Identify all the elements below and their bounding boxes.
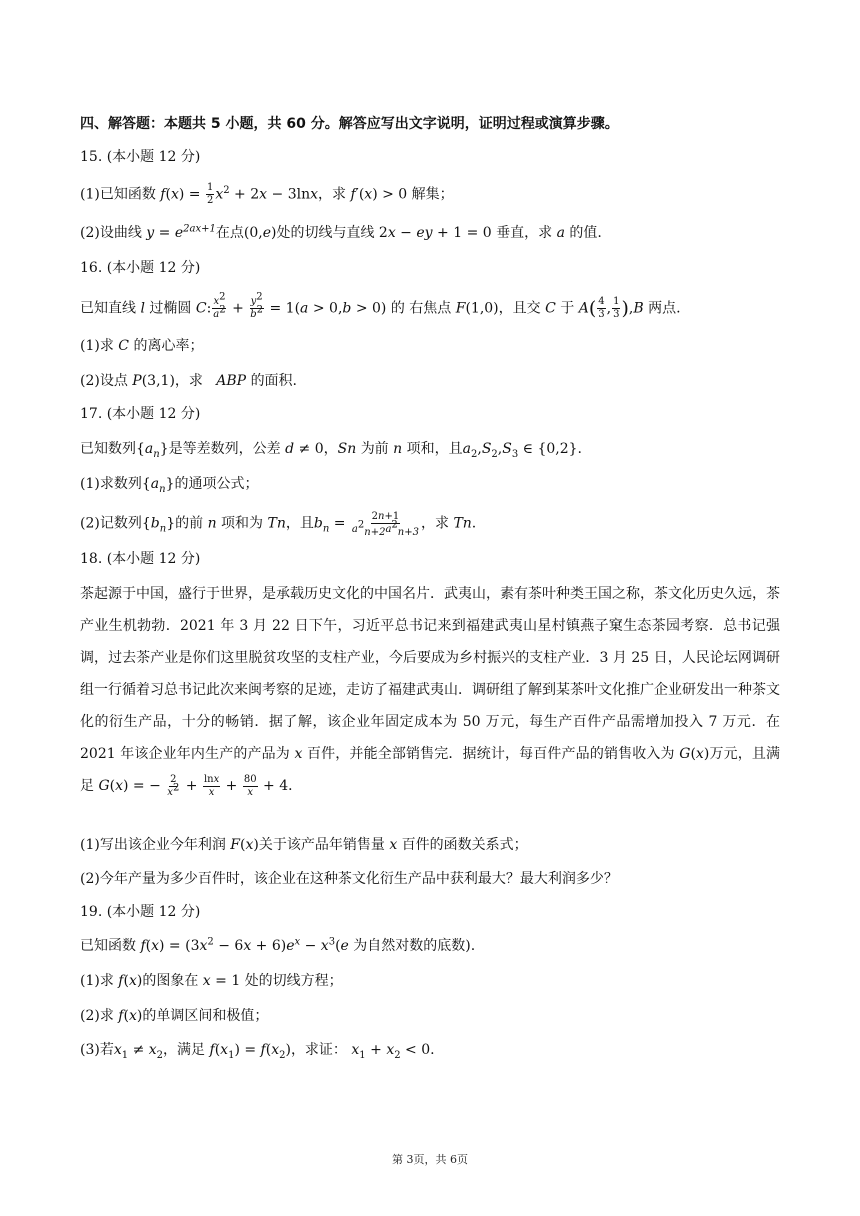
- q18-title: 18. (本小题 12 分): [80, 551, 201, 567]
- q17-stem-prefix: 已知数列: [80, 441, 136, 457]
- q19-p1-prefix: (1)求: [80, 973, 114, 989]
- fraction-lnx-x: $\frac{\ln x}{x}$: [203, 773, 220, 798]
- q18-p1-end: 百件的函数关系式；: [401, 837, 528, 853]
- q15-p2-middle2: 处的切线与直线: [276, 225, 375, 241]
- q16-part2: (2)设点 P(3,1)，求 ABP 的面积.: [80, 373, 298, 389]
- q15-p2-middle: 在点: [215, 225, 244, 241]
- fraction-one-third: $\frac{1}{3}$: [613, 296, 620, 320]
- q15-p1-prefix: (1)已知函数: [80, 186, 156, 203]
- fraction-80-x: $\frac{80}{x}$: [243, 773, 257, 798]
- q18-p1-mid: 关于该产品年销售量: [258, 837, 385, 853]
- q18-paragraph: 茶起源于中国，盛行于世界，是承载历史文化的中国名片．武夷山，素有茶叶种类王国之称，茶文化历史久远，茶产业生机勃勃．2021 年 3 月 22 日下午，习近平总书记来到福建武夷山星村镇燕子窠生态茶园考察．总书记强调，过去茶产业是你们这里脱贫攻坚的支柱产业，今后要成为乡村振兴的支柱产业．3 月 25 日，人民论坛网调研组一行循着习总书记此次来闽考察的足迹，走访了福建武夷山．调研组了解到某茶叶文化推广企业研发出一种茶文化的衍生产品，十分的畅销．据了解，该企业年固定成本为 50 万元，每生产百件产品需增加投入 7 万元．在 2021 年该企业年内生产的产品为 x 百件，并能全部销售完．据统计，每百件产品的销售收入为 G(x)万元，且满足 G(x) = − $\frac{2}{x^2}$ + $\frac{\ln x}{x}$ + $\frac{80}{x}$ + 4．: [80, 586, 780, 798]
- q17-p2-mid4: ，求: [420, 515, 449, 532]
- q16-stem-end: 两点.: [648, 300, 681, 317]
- q15-part2: (2)设曲线 $y = e^{2ax+1}$在点(0,e)处的切线与直线 2x − ey + 1 = 0 垂直，求 a 的值.: [80, 223, 602, 241]
- q16-stem: 已知直线 l 过椭圆 C: $\frac{x^2}{a^2}$ + $\frac{y^2}{b^2}$ = 1(a > 0,b > 0) 的 右焦点 F(1,0)，且交 C 于 A( $\frac{4}{3}$ , $\frac{1}{3}$ ),B 两点.: [80, 291, 681, 320]
- q15-part1: (1)已知函数 f(x) = $\frac{1}{2}$ $x^2 + 2x - 3\ln x$，求 f′(x) > 0 解集；: [80, 182, 454, 206]
- q17-p2-mid2: 项和为: [221, 515, 264, 532]
- q16-stem-p3: 的 右焦点: [390, 300, 452, 317]
- q15-p2-end: 的值.: [569, 225, 602, 241]
- q17-part1: (1)求数列$\{a_n\}$的通项公式；: [80, 476, 259, 495]
- q15-p2-prefix: (2)设曲线: [80, 225, 142, 241]
- q19-p3-prefix: (3)若: [80, 1042, 114, 1058]
- q18-p1-prefix: (1)写出该企业今年利润: [80, 837, 226, 853]
- q17-title: 17. (本小题 12 分): [80, 406, 201, 422]
- q16-p1: (1)求: [80, 338, 114, 354]
- q17-stem-p2: 是等差数列，公差: [168, 441, 281, 457]
- q19-p2-prefix: (2)求: [80, 1008, 114, 1024]
- q18-para-tail1: 百件，并能全部销售完．据统计，每百件产品的销售收入为: [307, 746, 675, 762]
- q16-title: 16. (本小题 12 分): [80, 260, 201, 276]
- q16-p1-end: 的离心率；: [133, 338, 204, 354]
- fraction-x2-a2: $\frac{x^2}{a^2}$: [213, 291, 226, 320]
- q17-part2: (2)记数列$\{b_n\}$的前 n 项和为 Tn，且$b_n$ = $\frac{2n+1}{a^2_{n+2}a^2_{n+3}}$ ，求 Tn.: [80, 511, 477, 538]
- q18-paragraph-text: 茶起源于中国，盛行于世界，是承载历史文化的中国名片．武夷山，素有茶叶种类王国之称，茶文化历史久远，茶产业生机勃勃．2021 年 3 月 22 日下午，习近平总书记来到福建武夷山星村镇燕子窠生态茶园考察．总书记强调，过去茶产业是你们这里脱贫攻坚的支柱产业，今后要成为乡村振兴的支柱产业．3 月 25 日，人民论坛网调研组一行循着习总书记此次来闽考察的足迹，走访了福建武夷山．调研组了解到某茶叶文化推广企业研发出一种茶文化的衍生产品，十分的畅销．据了解，该企业年固定成本为 50 万元，每生产百件产品需增加投入 7 万元．在 2021 年该企业年内生产的产品为: [80, 586, 780, 762]
- q19-stem: 已知函数 $f(x) = (3x^2 - 6x + 6)e^x - x^3(e$ 为自然对数的底数).: [80, 936, 476, 954]
- q16-stem-p2: 过椭圆: [149, 300, 192, 317]
- q17-p2-prefix: (2)记数列: [80, 515, 142, 532]
- q19-title: 19. (本小题 12 分): [80, 904, 201, 920]
- q16-stem-prefix: 已知直线: [80, 300, 136, 317]
- q16-p2-prefix: (2)设点: [80, 373, 128, 389]
- q18-part1: (1)写出该企业今年利润 F(x)关于该产品年销售量 x 百件的函数关系式；: [80, 837, 528, 853]
- q19-stem-prefix: 已知函数: [80, 938, 136, 954]
- q16-stem-p4: ，且交: [498, 300, 541, 317]
- q16-p2-end: 的面积.: [250, 373, 298, 389]
- q19-part1: (1)求 f(x)的图象在 x = 1 处的切线方程；: [80, 973, 343, 989]
- q18-para-tail2: 万元，且满足: [80, 746, 780, 794]
- q17-stem: 已知数列$\{a_n\}$是等差数列，公差 d ≠ 0，Sn 为前 n 项和，且$a_2,S_2,S_3$ ∈ {0,2}.: [80, 441, 582, 460]
- q19-part3: (3)若$x_1 \ne x_2$，满足 $f(x_1) = f(x_2)$，求证： $x_1 + x_2 < 0$.: [80, 1042, 435, 1061]
- q15-formula-f: f: [160, 186, 166, 203]
- fraction-bn: $\frac{2n+1}{a^2_{n+2}a^2_{n+3}}$: [351, 511, 419, 538]
- q17-p2-mid3: ，且: [285, 515, 314, 532]
- q18-part2: (2)今年产量为多少百件时，该企业在这种茶文化衍生产品中获利最大？最大利润多少？: [80, 871, 618, 887]
- q17-stem-p5: 项和，且: [406, 441, 463, 457]
- fraction-2-x2: $\frac{2}{x^2}$: [167, 773, 180, 798]
- q19-p1-end: 处的切线方程；: [244, 973, 343, 989]
- q17-stem-p3: ，: [323, 441, 338, 457]
- q17-p1-end: 的通项公式；: [174, 476, 259, 492]
- q19-p3-mid: ，满足: [163, 1042, 206, 1058]
- q19-p1-mid: 的图象在: [142, 973, 199, 989]
- section-header: 四、解答题：本题共 5 小题，共 60 分。解答应写出文字说明，证明过程或演算步骤。: [80, 116, 619, 132]
- q19-stem-mid: 为自然对数的底数).: [353, 938, 476, 954]
- fraction-half: $\frac{1}{2}$: [206, 182, 214, 206]
- q16-part1: (1)求 C 的离心率；: [80, 338, 204, 354]
- q15-title: 15. (本小题 12 分): [80, 149, 201, 165]
- q16-stem-p5: 于: [560, 300, 575, 317]
- q15-p2-suffix: 垂直，求: [496, 225, 553, 241]
- q19-p3-mid2: ，求证：: [290, 1042, 347, 1058]
- q16-p2-mid: ，求: [174, 373, 203, 389]
- page-footer: 第 3页，共 6页: [392, 1153, 468, 1166]
- q17-p2-mid: 的前: [175, 515, 204, 532]
- q19-p2-end: 的单调区间和极值；: [142, 1008, 269, 1024]
- q17-stem-p4: 为前: [360, 441, 389, 457]
- q15-p1-suffix: 解集；: [411, 186, 454, 203]
- fraction-four-thirds: $\frac{4}{3}$: [598, 296, 605, 320]
- q17-p1-prefix: (1)求数列: [80, 476, 142, 492]
- fraction-y2-b2: $\frac{y^2}{b^2}$: [250, 291, 264, 320]
- q19-part2: (2)求 f(x)的单调区间和极值；: [80, 1008, 269, 1024]
